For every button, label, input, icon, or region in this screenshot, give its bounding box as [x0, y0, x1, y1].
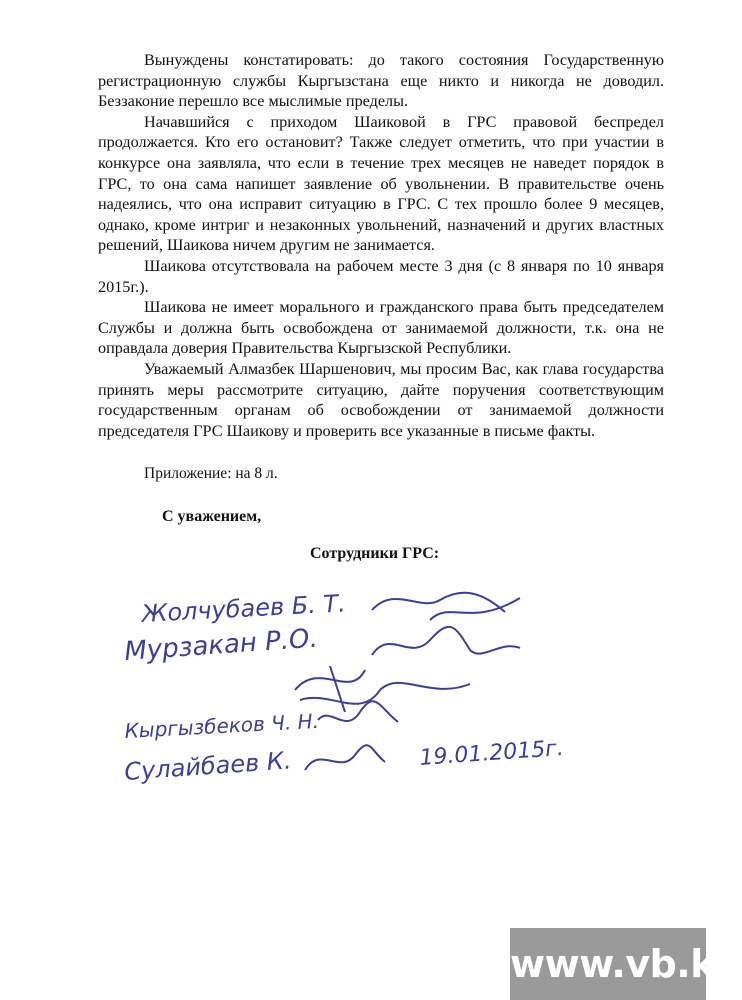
paragraph-4: Шаикова не имеет морального и гражданского права быть председателем Службы и должна быть освобождена от занимаемой должности, т.к. она не оправдала доверия Правительства Кыргызской Республики. [98, 298, 664, 358]
paragraph-2: Начавшийся с приходом Шаиковой в ГРС правовой беспредел продолжается. Кто его остановит? Также следует отметить, что при участии в конкурсе она заявляла, что если в течение трех месяцев не наведет порядок в ГРС, то она сама напишет заявление об увольнении. В правительстве очень надеялись, что она исправит ситуацию в ГРС. С тех прошло более 9 месяцев, однако, кроме интриг и незаконных увольнений, назначений и других властных решений, Шаикова ничем другим не занимается. [98, 112, 664, 255]
signature-5 [123, 736, 564, 786]
paragraph-5: Уважаемый Алмазбек Шаршенович, мы просим Вас, как глава государства принять меры рассмотрите ситуацию, дайте поручения соответствующим государственным органам об освобождении от занимаемой должности председателя ГРС Шаикову и проверить все указанные в письме факты. [98, 359, 664, 440]
signer-name-1: Жолчубаев Б. Т. [140, 589, 347, 628]
signature-4 [124, 701, 398, 743]
signature-3 [295, 666, 470, 712]
closing-line: С уважением, [162, 508, 262, 525]
paragraph-1: Вынуждены констатировать: до такого состояния Государственную регистрационную службы Кыргызстана еще никто и никогда не доводил. Беззаконие перешло все мыслимые пределы. [98, 51, 664, 111]
signer-name-4: Сулайбаев К. [123, 746, 293, 786]
signature-1 [139, 589, 520, 628]
signer-name-3: Кыргызбеков Ч. Н. [124, 708, 320, 743]
signer-name-2: Мурзакан Р.О. [123, 623, 319, 667]
signatories-label: Сотрудники ГРС: [310, 545, 440, 562]
signature-2 [123, 624, 520, 667]
attachment-note: Приложение: на 8 л. [144, 465, 278, 482]
site-watermark: www.vb.kg [510, 928, 706, 1000]
signature-date: 19.01.2015г. [418, 735, 565, 771]
paragraph-3: Шаикова отсутствовала на рабочем месте 3 дня (с 8 января по 10 января 2015г.). [98, 256, 664, 296]
